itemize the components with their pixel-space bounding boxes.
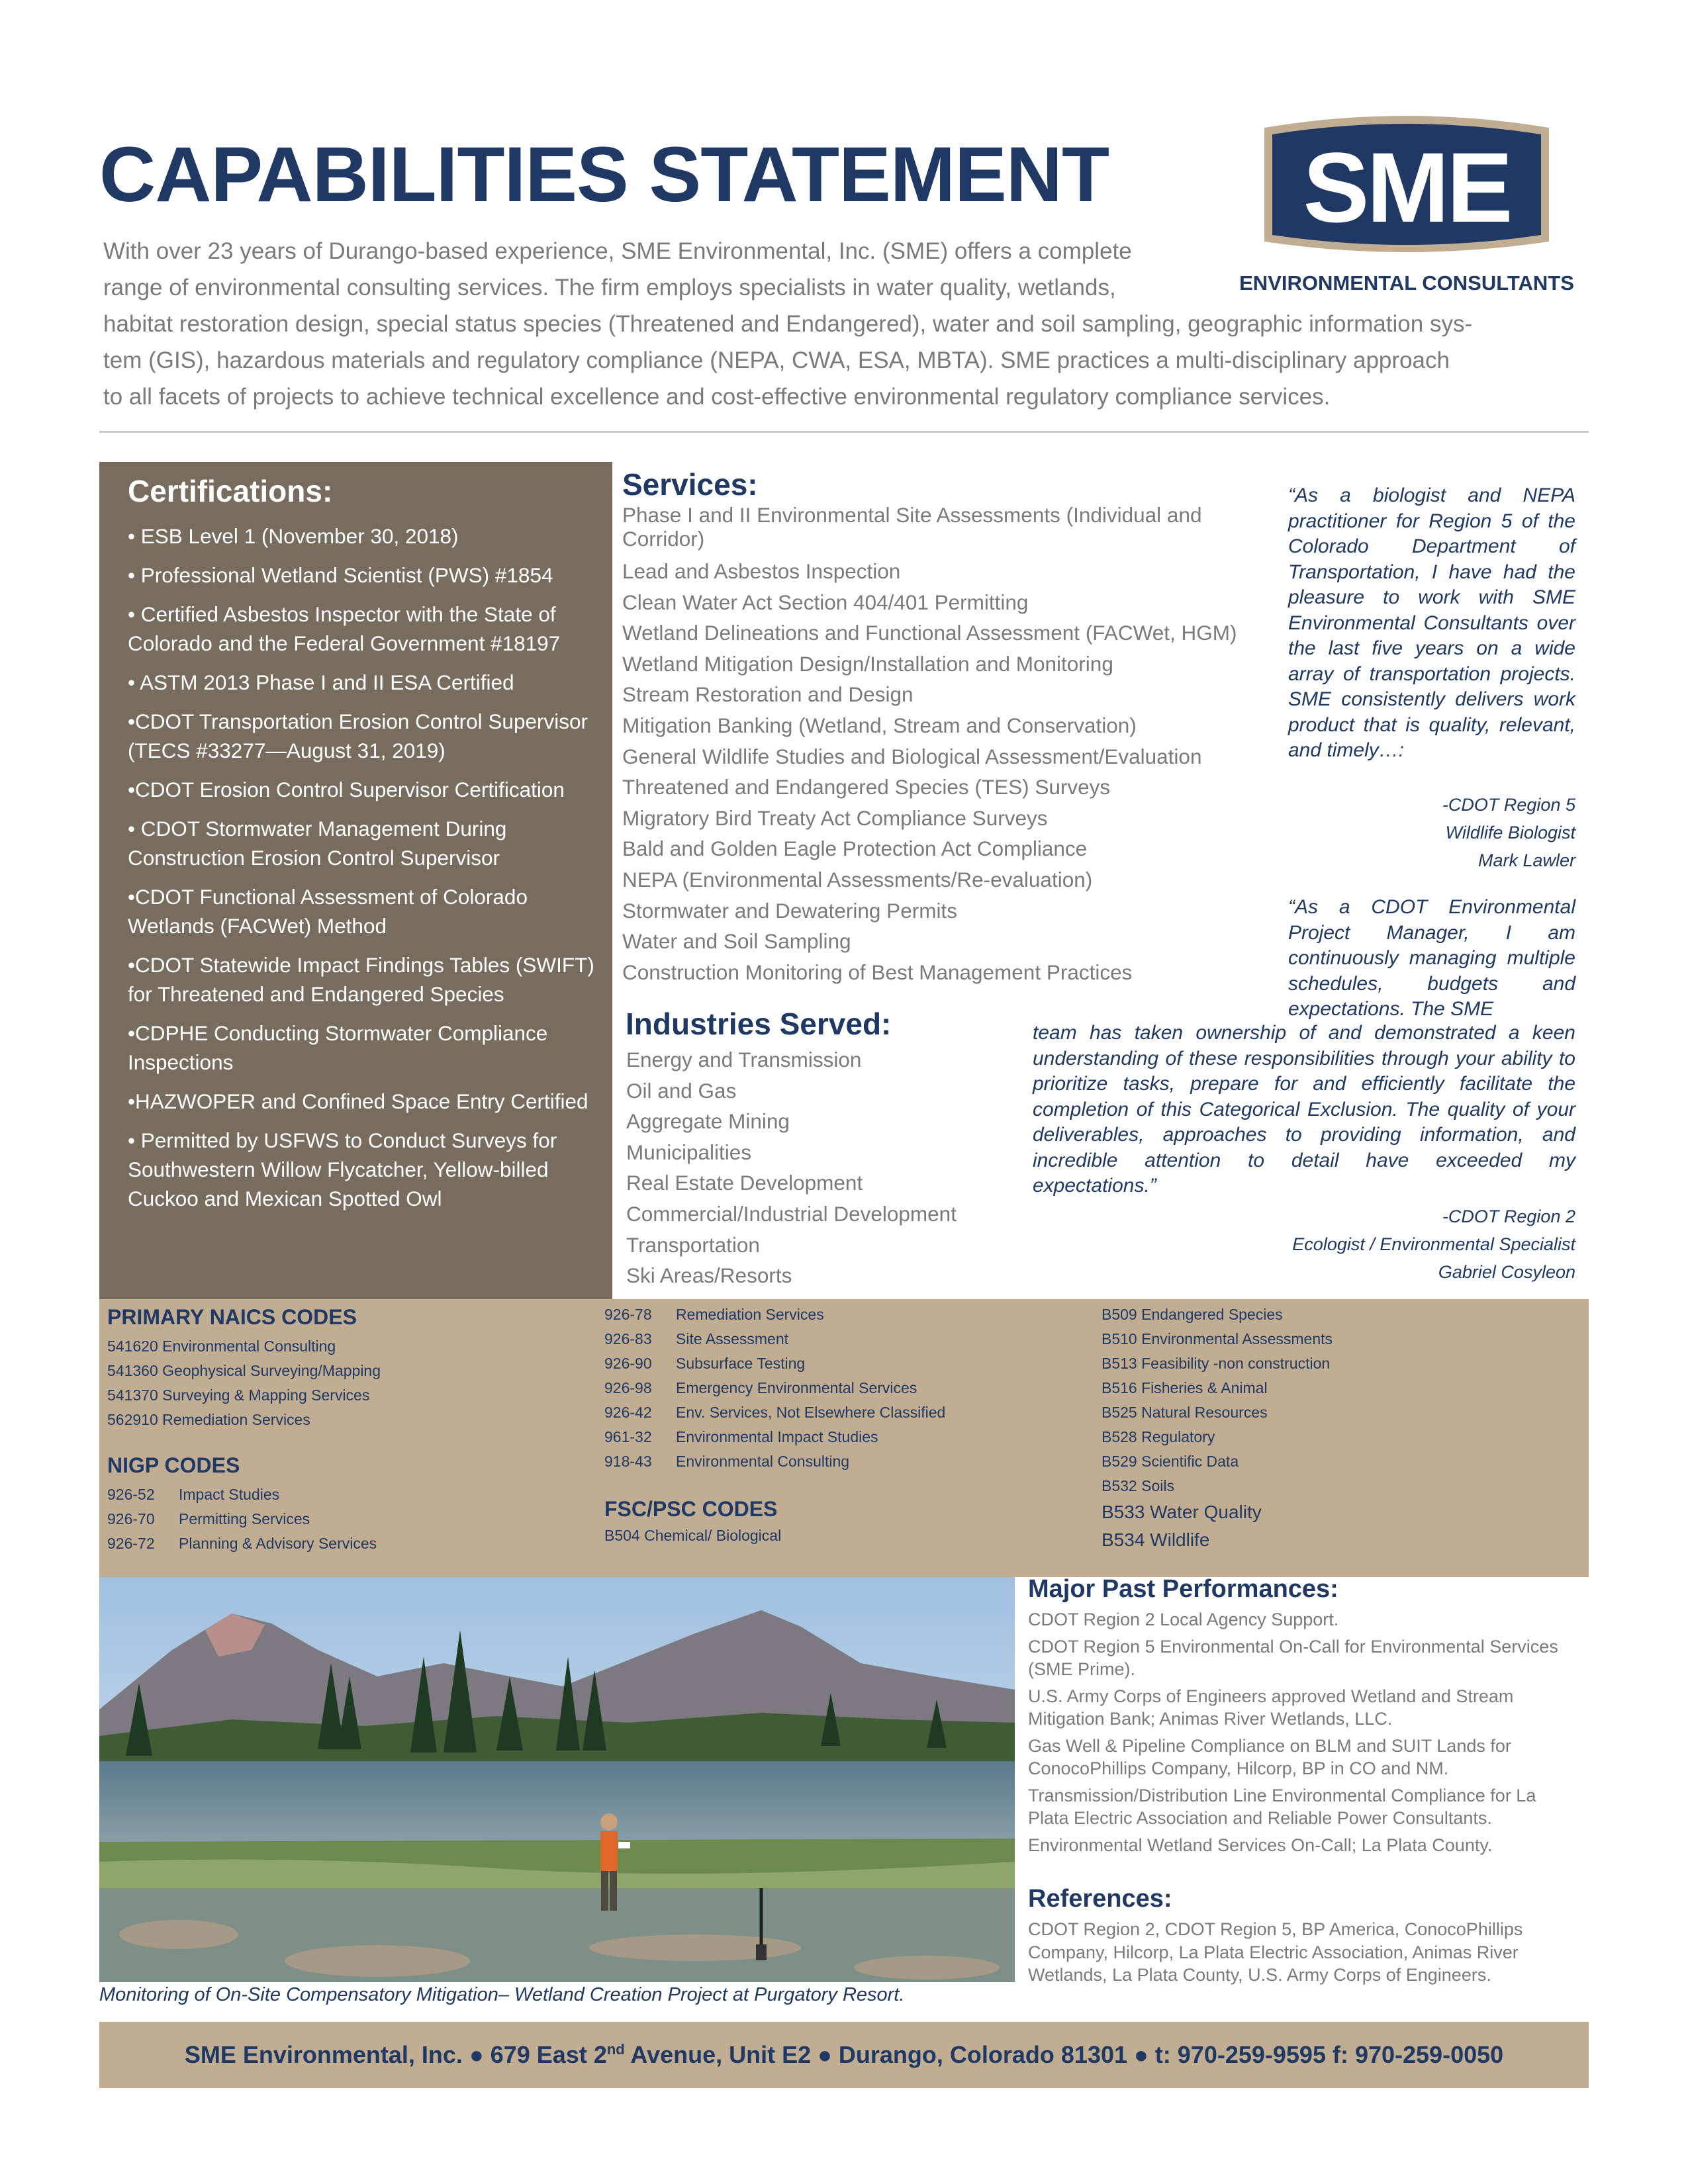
references-text: CDOT Region 2, CDOT Region 5, BP America, ConocoPhillips Company, Hilcorp, La Plata Electric Association, Animas River Wetlands, La Plata County, U.S. Army Corps of Engineers. — [1028, 1919, 1523, 1985]
code-label: Impact Studies — [179, 1486, 280, 1503]
cert-item: •CDOT Transportation Erosion Control Supervisor (TECS #33277—August 31, 2019) — [128, 709, 588, 762]
service-item: Wetland Delineations and Functional Assessment (FACWet, HGM) — [622, 621, 1237, 645]
cert-item: • Permitted by USFWS to Conduct Surveys for Southwestern Willow Flycatcher, Yellow-billed Cuckoo and Mexican Spotted Owl — [128, 1128, 557, 1210]
attribution-name: Mark Lawler — [1477, 850, 1575, 870]
psc-code: B532 Soils — [1102, 1477, 1174, 1494]
code-number: 926-70 — [107, 1510, 155, 1527]
cert-item: •CDOT Statewide Impact Findings Tables (SWIFT) for Threatened and Endangered Species — [128, 953, 594, 1006]
nigp-code — [604, 1400, 1068, 1425]
photo-caption: Monitoring of On-Site Compensatory Mitigation– Wetland Creation Project at Purgatory Resort. — [99, 1984, 905, 2005]
intro-line-1: With over 23 years of Durango-based experience, SME Environmental, Inc. (SME) offers a complete — [103, 238, 1132, 264]
footer-phone: t: 970-259-9595 — [1154, 2041, 1326, 2068]
cert-item: • ESB Level 1 (November 30, 2018) — [128, 524, 459, 548]
footer-bullet: ● — [469, 2041, 484, 2068]
fsc-codes-list — [604, 1524, 1068, 1548]
logo-tagline: ENVIRONMENTAL CONSULTANTS — [1239, 271, 1574, 295]
code-number: 926-90 — [604, 1355, 652, 1372]
wetland-photo — [99, 1577, 1015, 1982]
code-label: Site Assessment — [676, 1330, 789, 1347]
psc-code: B509 Endangered Species — [1102, 1306, 1283, 1323]
nigp-code — [604, 1425, 1068, 1449]
landscape-illustration — [99, 1577, 1015, 1982]
code-label: Subsurface Testing — [676, 1355, 806, 1372]
intro-paragraph — [103, 233, 1586, 415]
nigp-codes-continued — [604, 1302, 1068, 1474]
code-number: 926-72 — [107, 1535, 155, 1552]
performance-item: Transmission/Distribution Line Environmental Compliance for La Plata Electric Association and Reliable Power Consultants. — [1028, 1785, 1536, 1828]
footer-fax: f: 970-259-0050 — [1332, 2041, 1504, 2068]
attribution-role: Wildlife Biologist — [1445, 823, 1575, 842]
performance-item: Gas Well & Pipeline Compliance on BLM and SUIT Lands for ConocoPhillips Company, Hilcorp, BP in CO and NM. — [1028, 1735, 1511, 1778]
footer-address: 679 East 2nd Avenue, Unit E2 — [490, 2041, 812, 2068]
psc-code: B513 Feasibility -non construction — [1102, 1355, 1331, 1372]
cert-item: •HAZWOPER and Confined Space Entry Certified — [128, 1089, 588, 1113]
code-number: 926-52 — [107, 1486, 155, 1503]
service-item: Migratory Bird Treaty Act Compliance Surveys — [622, 805, 1048, 830]
attribution-name: Gabriel Cosyleon — [1438, 1262, 1575, 1282]
service-item: Construction Monitoring of Best Management Practices — [622, 960, 1133, 984]
industries-title: Industries Served: — [626, 1007, 892, 1041]
cert-item: • ASTM 2013 Phase I and II ESA Certified — [128, 670, 514, 694]
certifications-list — [128, 522, 604, 1223]
service-item: Bald and Golden Eagle Protection Act Compliance — [622, 837, 1088, 861]
footer-bullet: ● — [818, 2041, 832, 2068]
service-item: Stream Restoration and Design — [622, 682, 914, 707]
services-title: Services: — [622, 467, 758, 502]
cert-item: •CDOT Functional Assessment of Colorado Wetlands (FACWet) Method — [128, 885, 528, 938]
industry-item: Municipalities — [626, 1140, 752, 1164]
code-label: Remediation Services — [676, 1306, 824, 1323]
fsc-psc-codes-title: FSC/PSC CODES — [604, 1497, 778, 1521]
industry-item: Oil and Gas — [626, 1078, 737, 1103]
nigp-code — [107, 1531, 571, 1556]
code-number: 918-43 — [604, 1453, 652, 1470]
service-item: Water and Soil Sampling — [622, 929, 851, 954]
psc-code: B534 Wildlife — [1102, 1529, 1210, 1550]
nigp-code — [604, 1449, 1068, 1474]
naics-code: 541360 Geophysical Surveying/Mapping — [107, 1362, 381, 1379]
fsc-code: B504 Chemical/ Biological — [604, 1527, 782, 1544]
nigp-code — [107, 1482, 571, 1507]
nigp-codes-title: NIGP CODES — [107, 1453, 240, 1477]
nigp-code — [604, 1376, 1068, 1400]
service-item: Phase I and II Environmental Site Assessments (Individual and Corridor) — [622, 503, 1202, 551]
references-title: References: — [1028, 1885, 1172, 1913]
code-label: Environmental Impact Studies — [676, 1428, 878, 1445]
industry-item: Commercial/Industrial Development — [626, 1201, 957, 1226]
testimonial-attribution-1 — [1258, 791, 1575, 874]
nigp-codes-list — [107, 1482, 571, 1556]
cert-item: •CDOT Erosion Control Supervisor Certification — [128, 778, 565, 801]
cert-item: • CDOT Stormwater Management During Construction Erosion Control Supervisor — [128, 817, 507, 870]
page-title: CAPABILITIES STATEMENT — [99, 131, 1109, 218]
footer-city: Durango, Colorado 81301 — [838, 2041, 1128, 2068]
logo-letters: SME — [1303, 132, 1511, 243]
industry-item: Ski Areas/Resorts — [626, 1263, 792, 1288]
performance-item: CDOT Region 5 Environmental On-Call for Environmental Services (SME Prime). — [1028, 1636, 1558, 1679]
service-item: Mitigation Banking (Wetland, Stream and Conservation) — [622, 713, 1137, 737]
industry-item: Energy and Transmission — [626, 1048, 862, 1071]
code-label: Planning & Advisory Services — [179, 1535, 377, 1552]
performance-item: Environmental Wetland Services On-Call; La Plata County. — [1028, 1835, 1493, 1855]
attribution-org: -CDOT Region 5 — [1442, 795, 1575, 815]
industry-item: Real Estate Development — [626, 1171, 863, 1195]
naics-code: 541620 Environmental Consulting — [107, 1338, 336, 1355]
code-number: 926-83 — [604, 1330, 652, 1347]
naics-codes-list — [107, 1334, 571, 1432]
intro-line-3: habitat restoration design, special status species (Threatened and Endangered), water and soil sampling, geographic information sys- — [103, 311, 1473, 337]
cert-item: • Professional Wetland Scientist (PWS) #1854 — [128, 563, 553, 587]
psc-code: B525 Natural Resources — [1102, 1404, 1268, 1421]
code-number: 961-32 — [604, 1428, 652, 1445]
service-item: Lead and Asbestos Inspection — [622, 559, 901, 583]
footer-company: SME Environmental, Inc. — [184, 2041, 463, 2068]
code-label: Environmental Consulting — [676, 1453, 850, 1470]
testimonial-quote-2-rest: team has taken ownership of and demonstrated a keen understanding of these responsibilities through your ability to prioritize tasks, prepare for and efficiently facilitate the completion of this Categorical Exclusion. The quality of your deliverables, approaches to providing information, and incredible attention to detail have exceeded my expectations.” — [1033, 1022, 1575, 1197]
attribution-org: -CDOT Region 2 — [1442, 1206, 1575, 1226]
services-list — [622, 503, 1284, 987]
nigp-code — [604, 1302, 1068, 1327]
nigp-code — [107, 1507, 571, 1531]
code-number: 926-42 — [604, 1404, 652, 1421]
testimonial-quote-2-start: “As a CDOT Environmental Project Manager, I am continuously managing multiple schedules, budgets and expectations. The SME — [1288, 896, 1575, 1020]
code-label: Env. Services, Not Elsewhere Classified — [676, 1404, 946, 1421]
naics-code: 541370 Surveying & Mapping Services — [107, 1387, 370, 1404]
performance-item: CDOT Region 2 Local Agency Support. — [1028, 1610, 1339, 1629]
footer-bullet: ● — [1134, 2041, 1149, 2068]
naics-codes-title: PRIMARY NAICS CODES — [107, 1305, 357, 1329]
service-item: Wetland Mitigation Design/Installation and Monitoring — [622, 651, 1113, 676]
service-item: General Wildlife Studies and Biological Assessment/Evaluation — [622, 744, 1202, 768]
industry-item: Transportation — [626, 1232, 760, 1257]
intro-line-2: range of environmental consulting services. The firm employs specialists in water quality, wetlands, — [103, 275, 1116, 300]
service-item: Stormwater and Dewatering Permits — [622, 898, 957, 923]
past-performances-title: Major Past Performances: — [1028, 1575, 1338, 1603]
service-item: NEPA (Environmental Assessments/Re-evaluation) — [622, 867, 1093, 891]
industries-list — [626, 1044, 997, 1291]
footer-contact — [99, 2022, 1589, 2088]
industry-item: Aggregate Mining — [626, 1109, 790, 1134]
certifications-title: Certifications: — [128, 474, 333, 508]
cert-item: • Certified Asbestos Inspector with the State of Colorado and the Federal Government #18197 — [128, 602, 561, 655]
testimonial-quote-1: “As a biologist and NEPA practitioner for Region 5 of the Colorado Department of Transportation, I have had the pleasure to work with SME Environmental Consultants over the last five years on a wide array of transportation projects. SME consistently delivers work product that is quality, relevant, and timely…: — [1288, 484, 1575, 761]
code-label: Emergency Environmental Services — [676, 1379, 917, 1396]
naics-code: 562910 Remediation Services — [107, 1411, 310, 1428]
service-item: Clean Water Act Section 404/401 Permitting — [622, 590, 1029, 614]
psc-code: B529 Scientific Data — [1102, 1453, 1239, 1470]
intro-line-5: to all facets of projects to achieve technical excellence and cost-effective environmental regulatory compliance services. — [103, 384, 1331, 410]
psc-codes-list — [1102, 1302, 1578, 1554]
past-performances-list — [1028, 1608, 1574, 1860]
psc-code: B510 Environmental Assessments — [1102, 1330, 1333, 1347]
code-label: Permitting Services — [179, 1510, 310, 1527]
psc-code: B528 Regulatory — [1102, 1428, 1215, 1445]
testimonial-attribution-2 — [1192, 1203, 1575, 1286]
cert-item: •CDPHE Conducting Stormwater Compliance Inspections — [128, 1021, 548, 1074]
code-number: 926-98 — [604, 1379, 652, 1396]
psc-code: B533 Water Quality — [1102, 1502, 1262, 1522]
service-item: Threatened and Endangered Species (TES) Surveys — [622, 775, 1111, 799]
nigp-code — [604, 1327, 1068, 1351]
performance-item: U.S. Army Corps of Engineers approved Wetland and Stream Mitigation Bank; Animas River Wetlands, LLC. — [1028, 1686, 1514, 1729]
nigp-code — [604, 1351, 1068, 1376]
code-number: 926-78 — [604, 1306, 652, 1323]
psc-code: B516 Fisheries & Animal — [1102, 1379, 1268, 1396]
attribution-role: Ecologist / Environmental Specialist — [1292, 1234, 1575, 1254]
intro-line-4: tem (GIS), hazardous materials and regulatory compliance (NEPA, CWA, ESA, MBTA). SME practices a multi-disciplinary approach — [103, 347, 1450, 373]
header-divider — [99, 431, 1589, 433]
